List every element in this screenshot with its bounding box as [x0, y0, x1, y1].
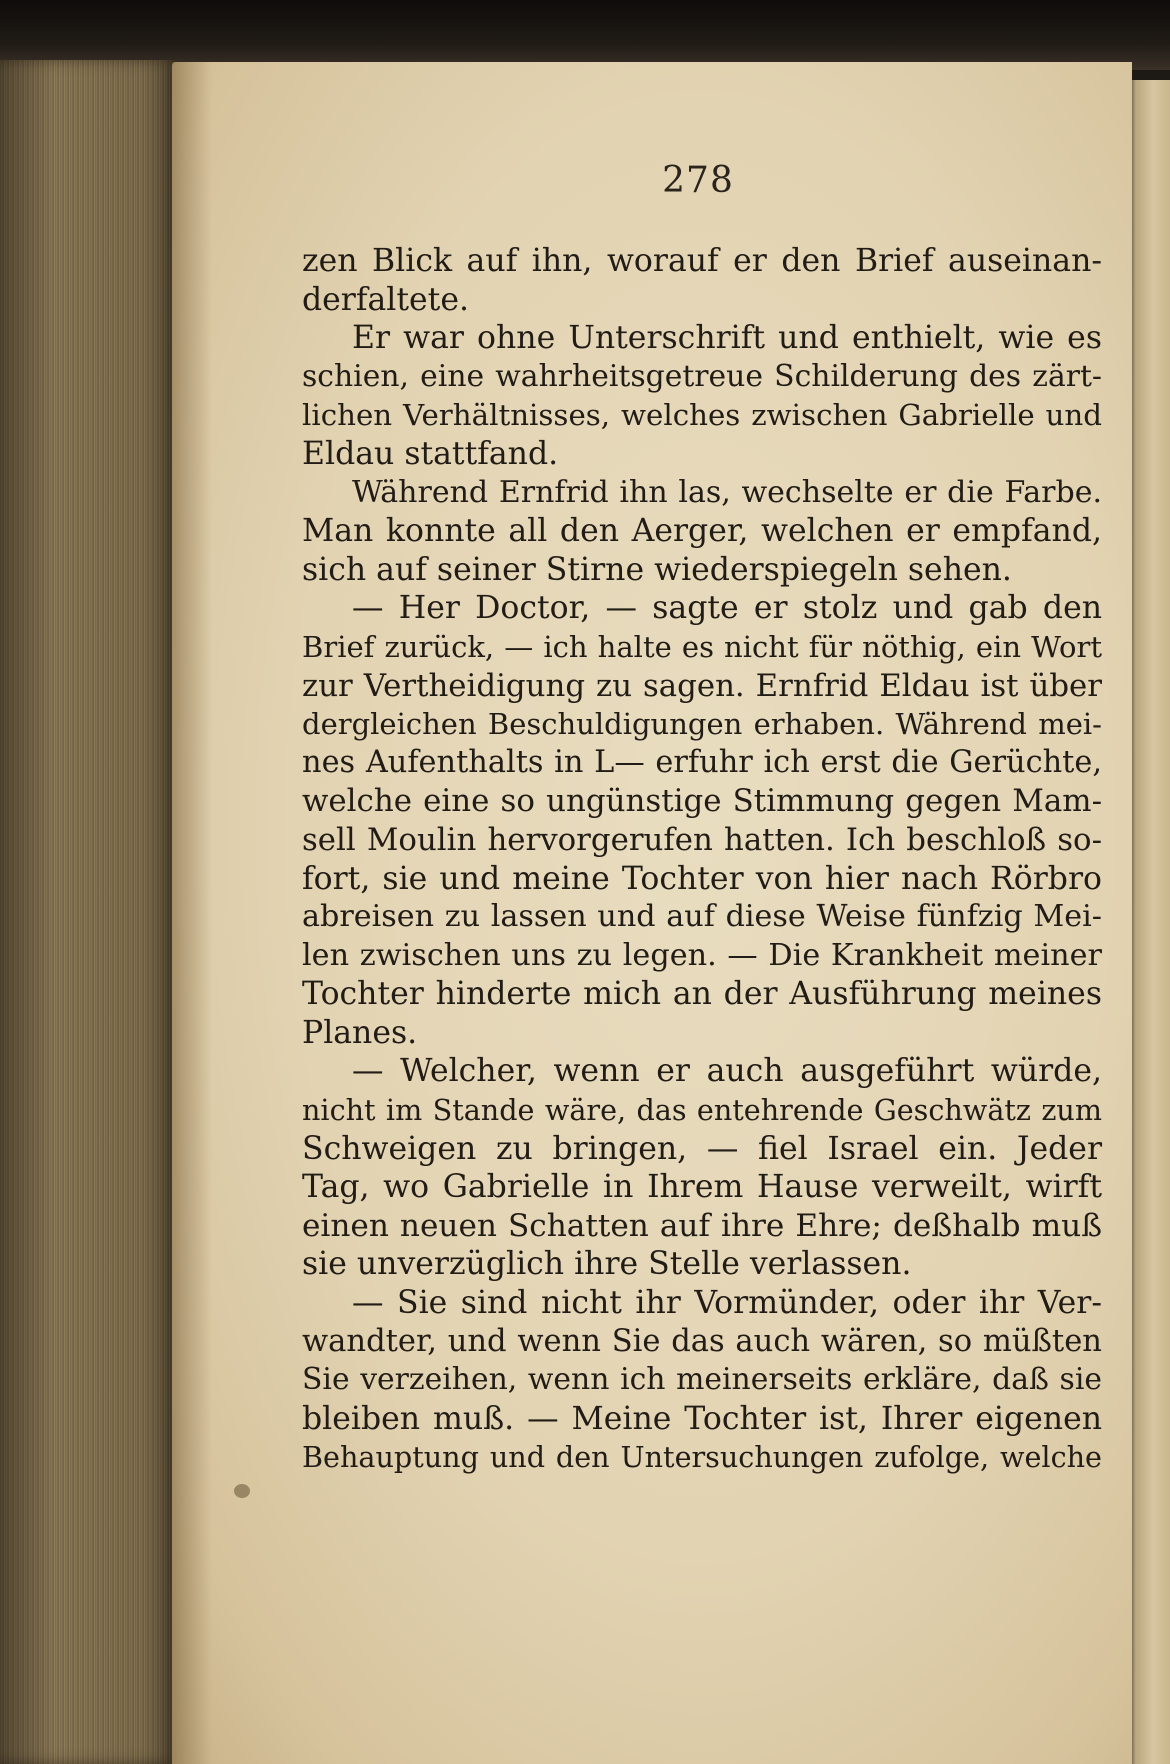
- text-line: — Sie sind nicht ihr Vormünder, oder ihr Ver-: [352, 1285, 1102, 1322]
- text-line: nes Aufenthalts in L— erfuhr ich erst die Gerüchte,: [302, 744, 1102, 780]
- text-line: — Her Doctor, — sagte er stolz und gab den: [352, 590, 1102, 627]
- text-line: nicht im Stande wäre, das entehrende Geschwätz zum: [302, 1093, 1102, 1128]
- text-line: derfaltete.: [302, 281, 469, 318]
- text-line: Eldau stattfand.: [302, 435, 559, 472]
- text-line: zen Blick auf ihn, worauf er den Brief auseinan-: [302, 243, 1102, 279]
- text-line: — Welcher, wenn er auch ausgeführt würde,: [352, 1053, 1102, 1090]
- text-line: Tochter hinderte mich an der Ausführung meines: [302, 976, 1102, 1013]
- text-line: fort, sie und meine Tochter von hier nach Rörbro: [302, 860, 1102, 897]
- text-line: Er war ohne Unterschrift und enthielt, wie es: [352, 320, 1102, 357]
- text-line: lichen Verhältnisses, welches zwischen Gabrielle und: [302, 398, 1102, 433]
- page-text: [302, 242, 1102, 1477]
- text-line: sell Moulin hervorgerufen hatten. Ich beschloß so-: [302, 821, 1102, 858]
- page-edges: [0, 60, 178, 1764]
- text-line: einen neuen Schatten auf ihre Ehre; deßhalb muß: [302, 1207, 1102, 1244]
- text-line: Behauptung und den Untersuchungen zufolge, welche: [302, 1440, 1102, 1475]
- text-line: len zwischen uns zu legen. — Die Krankheit meiner: [302, 937, 1102, 973]
- text-line: Brief zurück, — ich halte es nicht für nöthig, ein Wort: [302, 629, 1102, 664]
- text-line: wandter, und wenn Sie das auch wären, so müßten: [302, 1323, 1102, 1359]
- text-line: Tag, wo Gabrielle in Ihrem Hause verweilt, wirft: [302, 1169, 1102, 1206]
- text-line: Sie verzeihen, wenn ich meinerseits erkläre, daß sie: [302, 1362, 1102, 1398]
- text-line: sie unverzüglich ihre Stelle verlassen.: [302, 1246, 912, 1283]
- text-line: welche eine so ungünstige Stimmung gegen Mam-: [302, 783, 1102, 820]
- text-line: Man konnte all den Aerger, welchen er empfand,: [302, 513, 1102, 550]
- text-line: abreisen zu lassen und auf diese Weise fünfzig Mei-: [302, 899, 1102, 935]
- text-line: Während Ernfrid ihn las, wechselte er die Farbe.: [352, 474, 1102, 510]
- text-line: sich auf seiner Stirne wiederspiegeln sehen.: [302, 551, 1012, 588]
- text-line: zur Vertheidigung zu sagen. Ernfrid Eldau ist über: [302, 667, 1102, 704]
- ink-spot: [234, 1484, 250, 1498]
- text-line: dergleichen Beschuldigungen erhaben. Während mei-: [302, 707, 1102, 742]
- facing-page-edge: [1128, 80, 1170, 1764]
- page-number: 278: [662, 160, 734, 201]
- text-line: Schweigen zu bringen, — fiel Israel ein. Jeder: [302, 1130, 1102, 1167]
- text-line: Planes.: [302, 1014, 418, 1051]
- text-line: bleiben muß. — Meine Tochter ist, Ihrer eigenen: [302, 1400, 1102, 1437]
- text-line: schien, eine wahrheitsgetreue Schilderung des zärt-: [302, 358, 1102, 394]
